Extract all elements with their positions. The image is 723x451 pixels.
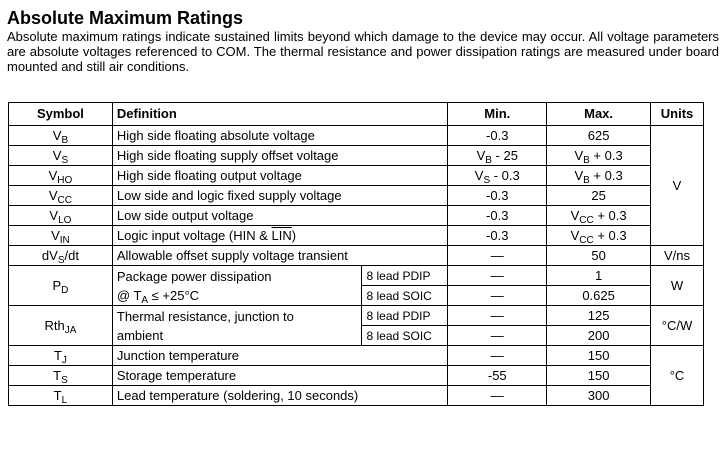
table-row xyxy=(9,146,704,166)
min-cell: -0.3 xyxy=(448,206,547,226)
max-cell: 1 xyxy=(547,266,651,286)
intro-paragraph: Absolute maximum ratings indicate sustained limits beyond which damage to the device may occur. All voltage parameters are absolute voltages referenced to COM. The thermal resistance and power dissipation ratings are measured under board mounted and still air conditions. xyxy=(7,29,719,74)
max-cell: 150 xyxy=(547,346,651,366)
min-cell: $V_B - 25$ xyxy=(448,146,547,166)
definition-cell: Junction temperature xyxy=(112,346,447,366)
table-row xyxy=(9,386,704,406)
units-cell: °C xyxy=(651,346,704,406)
header-symbol: Symbol xyxy=(9,103,113,126)
symbol-cell: $V_B$ xyxy=(9,126,113,146)
units-cell: W xyxy=(651,266,704,306)
min-cell: -0.3 xyxy=(448,126,547,146)
table-row xyxy=(9,346,704,366)
definition-cell: Logic input voltage (HIN & $\overline{LIN}$) xyxy=(112,226,447,246)
condition-cell: 8 lead PDIP xyxy=(362,266,448,286)
definition-cell: Thermal resistance, junction to ambient xyxy=(112,306,362,346)
min-cell: — xyxy=(448,246,547,266)
header-definition: Definition xyxy=(112,103,447,126)
table-row xyxy=(9,266,704,286)
symbol-cell: $V_{LO}$ xyxy=(9,206,113,226)
definition-cell: High side floating absolute voltage xyxy=(112,126,447,146)
symbol-cell: $V_S$ xyxy=(9,146,113,166)
max-cell: 25 xyxy=(547,186,651,206)
header-units: Units xyxy=(651,103,704,126)
min-cell: -0.3 xyxy=(448,186,547,206)
section-title: Absolute Maximum Ratings xyxy=(7,8,244,28)
definition-cell: High side floating supply offset voltage xyxy=(112,146,447,166)
condition-cell: 8 lead PDIP xyxy=(362,306,448,326)
min-cell: $V_S - 0.3$ xyxy=(448,166,547,186)
table-row xyxy=(9,366,704,386)
ratings-table xyxy=(8,102,704,406)
units-cell xyxy=(651,126,704,146)
header-min: Min. xyxy=(448,103,547,126)
max-cell: 125 xyxy=(547,306,651,326)
symbol-cell: Rth$_{JA}$ xyxy=(9,306,113,346)
symbol-cell: $P_D$ xyxy=(9,266,113,306)
min-cell: — xyxy=(448,266,547,286)
max-cell: 50 xyxy=(547,246,651,266)
definition-cell: Low side output voltage xyxy=(112,206,447,226)
min-cell: — xyxy=(448,306,547,326)
max-cell: $V_B + 0.3$ xyxy=(547,146,651,166)
max-cell: 150 xyxy=(547,366,651,386)
table-row xyxy=(9,306,704,326)
condition-cell: 8 lead SOIC xyxy=(362,326,448,346)
max-cell: $V_{CC} + 0.3$ xyxy=(547,206,651,226)
symbol-cell: $dV_S/dt$ xyxy=(9,246,113,266)
definition-cell: Low side and logic fixed supply voltage xyxy=(112,186,447,206)
table-row xyxy=(9,246,704,266)
symbol-cell: $T_J$ xyxy=(9,346,113,366)
min-cell: — xyxy=(448,326,547,346)
symbol-cell: $V_{IN}$ xyxy=(9,226,113,246)
min-cell: — xyxy=(448,386,547,406)
min-cell: — xyxy=(448,346,547,366)
definition-cell: Storage temperature xyxy=(112,366,447,386)
definition-cell: Allowable offset supply voltage transient xyxy=(112,246,447,266)
symbol-cell: $V_{HO}$ xyxy=(9,166,113,186)
definition-cell: High side floating output voltage xyxy=(112,166,447,186)
max-cell: 0.625 xyxy=(547,286,651,306)
definition-cell: Lead temperature (soldering, 10 seconds) xyxy=(112,386,447,406)
min-cell: — xyxy=(448,286,547,306)
table-row xyxy=(9,166,704,186)
units-cell: V xyxy=(651,146,704,226)
symbol-cell: $V_{CC}$ xyxy=(9,186,113,206)
units-cell xyxy=(651,226,704,246)
header-max: Max. xyxy=(547,103,651,126)
table-row xyxy=(9,226,704,246)
condition-cell: 8 lead SOIC xyxy=(362,286,448,306)
symbol-cell: $T_L$ xyxy=(9,386,113,406)
max-cell: 300 xyxy=(547,386,651,406)
min-cell: -0.3 xyxy=(448,226,547,246)
max-cell: $V_B + 0.3$ xyxy=(547,166,651,186)
max-cell: $V_{CC} + 0.3$ xyxy=(547,226,651,246)
units-cell: °C/W xyxy=(651,306,704,346)
max-cell: 200 xyxy=(547,326,651,346)
table-row xyxy=(9,206,704,226)
symbol-cell: $T_S$ xyxy=(9,366,113,386)
definition-cell: Package power dissipation @ $T_A \le +25^\circ C$ xyxy=(112,266,362,306)
table-row xyxy=(9,126,704,146)
units-cell: V/ns xyxy=(651,246,704,266)
min-cell: -55 xyxy=(448,366,547,386)
table-row xyxy=(9,186,704,206)
max-cell: 625 xyxy=(547,126,651,146)
table-header-row xyxy=(9,103,704,126)
